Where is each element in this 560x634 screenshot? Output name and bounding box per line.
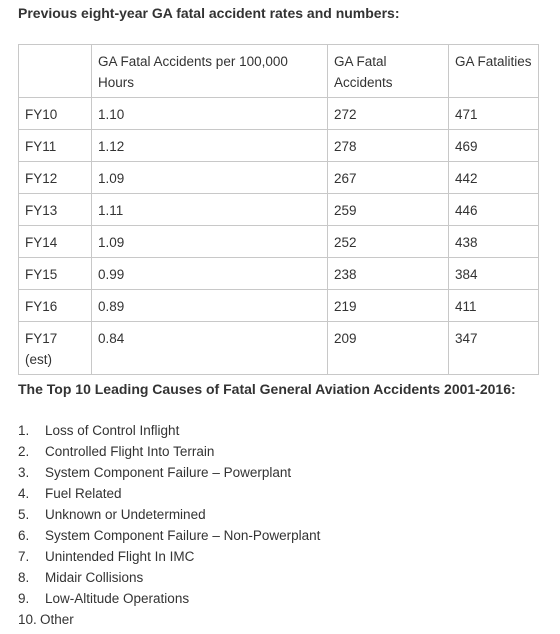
list-item-number: 7. — [18, 549, 30, 564]
table-cell-year: FY15 — [19, 258, 92, 290]
list-item-number: 3. — [18, 465, 30, 480]
list-item-text: Other — [40, 612, 74, 627]
table-row — [19, 130, 539, 162]
list-item-number: 1. — [18, 423, 30, 438]
table-row — [19, 98, 539, 130]
table-header-row — [19, 45, 539, 98]
table-cell-accidents: 272 — [328, 98, 449, 130]
table-header-cell: GA Fatal Accidents — [328, 45, 449, 98]
list-item-number: 6. — [18, 528, 30, 543]
table-cell-rate: 1.09 — [92, 162, 328, 194]
table-cell-accidents: 219 — [328, 290, 449, 322]
table-cell-fatalities: 469 — [449, 130, 539, 162]
table-cell-year: FY14 — [19, 226, 92, 258]
table-cell-rate: 0.99 — [92, 258, 328, 290]
list-item-text: Unknown or Undetermined — [45, 507, 206, 522]
list-item-number: 4. — [18, 486, 30, 501]
list-item-number: 8. — [18, 570, 30, 585]
table-cell-accidents: 252 — [328, 226, 449, 258]
table-cell-year: FY16 — [19, 290, 92, 322]
table-cell-year: FY12 — [19, 162, 92, 194]
fatal-accident-rates-table — [18, 44, 539, 375]
table-cell-accidents: 238 — [328, 258, 449, 290]
table-cell-fatalities: 384 — [449, 258, 539, 290]
list-item-number: 10. — [18, 612, 37, 627]
table-header-cell: GA Fatalities — [449, 45, 539, 98]
table-header-cell — [19, 45, 92, 98]
causes-heading: The Top 10 Leading Causes of Fatal General Aviation Accidents 2001-2016: — [18, 381, 516, 397]
table-cell-accidents: 259 — [328, 194, 449, 226]
table-cell-fatalities: 347 — [449, 322, 539, 375]
table-cell-fatalities: 471 — [449, 98, 539, 130]
table-cell-fatalities: 442 — [449, 162, 539, 194]
table-cell-rate: 1.11 — [92, 194, 328, 226]
list-item-text: Unintended Flight In IMC — [45, 549, 195, 564]
table-cell-accidents: 209 — [328, 322, 449, 375]
table-cell-rate: 1.09 — [92, 226, 328, 258]
table-cell-fatalities: 438 — [449, 226, 539, 258]
list-item-text: Low-Altitude Operations — [45, 591, 190, 606]
list-item-number: 5. — [18, 507, 30, 522]
table-cell-fatalities: 411 — [449, 290, 539, 322]
table-cell-accidents: 278 — [328, 130, 449, 162]
rates-heading: Previous eight-year GA fatal accident rates and numbers: — [18, 5, 400, 21]
table-row — [19, 162, 539, 194]
table-row — [19, 226, 539, 258]
list-item-number: 2. — [18, 444, 30, 459]
table-cell-fatalities: 446 — [449, 194, 539, 226]
table-row — [19, 194, 539, 226]
list-item-text: Controlled Flight Into Terrain — [45, 444, 215, 459]
table-row — [19, 290, 539, 322]
table-cell-rate: 1.10 — [92, 98, 328, 130]
list-item-text: System Component Failure – Non-Powerplant — [45, 528, 321, 543]
list-item-text: Loss of Control Inflight — [45, 423, 180, 438]
table-cell-year: FY13 — [19, 194, 92, 226]
list-item-text: System Component Failure – Powerplant — [45, 465, 292, 480]
list-item-text: Fuel Related — [45, 486, 122, 501]
table-header-cell: GA Fatal Accidents per 100,000 Hours — [92, 45, 328, 98]
table-cell-rate: 0.84 — [92, 322, 328, 375]
table-cell-rate: 1.12 — [92, 130, 328, 162]
table-cell-year: FY11 — [19, 130, 92, 162]
table-cell-year: FY10 — [19, 98, 92, 130]
table-cell-rate: 0.89 — [92, 290, 328, 322]
table-row — [19, 322, 539, 375]
table-row — [19, 258, 539, 290]
list-item-text: Midair Collisions — [45, 570, 144, 585]
table-cell-accidents: 267 — [328, 162, 449, 194]
table-cell-year: FY17 (est) — [19, 322, 92, 375]
list-item-number: 9. — [18, 591, 30, 606]
